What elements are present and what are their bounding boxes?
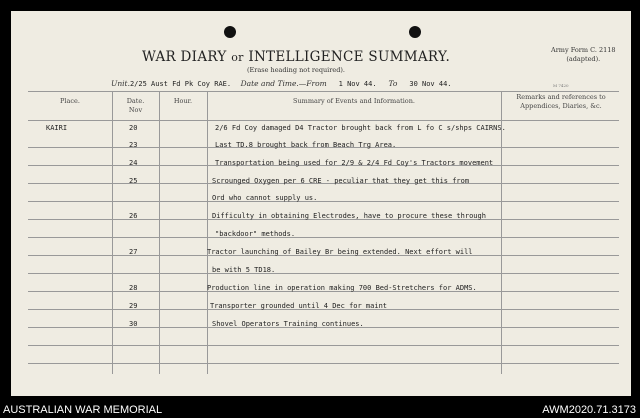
form-title bbox=[11, 49, 581, 65]
entry-date: 28 bbox=[129, 284, 138, 292]
footer-institution: AUSTRALIAN WAR MEMORIAL bbox=[3, 404, 163, 416]
entry-text: Difficulty in obtaining Electrodes, have to procure these through bbox=[212, 212, 486, 220]
entry-text: Production line in operation making 700 Bed-Stretchers for ADMS. bbox=[207, 284, 477, 292]
army-form-label: Army Form C. 2118 bbox=[551, 46, 616, 54]
punch-hole-right bbox=[409, 26, 421, 38]
entry-text: "backdoor" methods. bbox=[215, 230, 296, 238]
entry-text: Transportation being used for 2/9 & 2/4 Fd Coy's Tractors movement bbox=[215, 159, 494, 167]
entry-date: 27 bbox=[129, 248, 138, 256]
army-form-number bbox=[551, 46, 616, 64]
entry-text: Transporter grounded until 4 Dec for maint bbox=[210, 302, 388, 310]
col-divider-summary bbox=[501, 91, 502, 374]
entry-text: 2/6 Fd Coy damaged D4 Tractor brought back from L fo C s/shps CAIRNS. bbox=[215, 124, 506, 132]
entry-date: 24 bbox=[129, 159, 138, 167]
footer-accession-number: AWM2020.71.3173 bbox=[542, 404, 636, 416]
date-to: 30 Nov 44. bbox=[409, 80, 452, 88]
diary-page bbox=[11, 11, 631, 396]
entry-place: KAIRI bbox=[46, 124, 68, 132]
entry-text: Scrounged Oxygen per 6 CRE - peculiar that they get this from bbox=[212, 177, 470, 185]
table-top-rule bbox=[28, 91, 619, 92]
entry-date: 29 bbox=[129, 302, 138, 310]
date-time-label: Date and Time.—From bbox=[240, 79, 327, 88]
col-divider-place bbox=[112, 91, 113, 374]
entry-text: be with 5 TD18. bbox=[212, 266, 276, 274]
entry-text: Tractor launching of Bailey Br being extended. Next effort will bbox=[207, 248, 473, 256]
entry-date: 20 bbox=[129, 124, 138, 132]
entry-date: 26 bbox=[129, 212, 138, 220]
header-bottom-rule bbox=[28, 120, 619, 121]
to-label: To bbox=[388, 79, 398, 88]
row-rule bbox=[28, 237, 619, 238]
header-date bbox=[112, 97, 159, 115]
col-divider-date bbox=[159, 91, 160, 374]
title-or: or bbox=[231, 51, 244, 64]
header-remarks: Remarks and references to Appendices, Diaries, &c. bbox=[516, 93, 606, 110]
entry-date: 23 bbox=[129, 141, 138, 149]
header-place: Place. bbox=[60, 97, 80, 105]
header-month: Nov bbox=[128, 106, 143, 114]
entry-text: Shovel Operators Training continues. bbox=[212, 320, 364, 328]
entry-text: Last TD.8 brought back from Beach Trg Area. bbox=[215, 141, 397, 149]
row-rule bbox=[28, 201, 619, 202]
adapted-label: (adapted). bbox=[566, 55, 601, 63]
col-divider-hour bbox=[207, 91, 208, 374]
entry-date: 30 bbox=[129, 320, 138, 328]
header-date-label: Date. bbox=[126, 97, 145, 105]
unit-label: Unit. bbox=[111, 79, 130, 88]
form-subtitle: (Erase heading not required). bbox=[247, 66, 345, 74]
row-rule bbox=[28, 273, 619, 274]
punch-hole-left bbox=[224, 26, 236, 38]
unit-line bbox=[111, 79, 452, 88]
row-rule bbox=[28, 363, 619, 364]
header-summary: Summary of Events and Information. bbox=[293, 97, 415, 105]
title-intelligence-summary: INTELLIGENCE SUMMARY. bbox=[248, 49, 451, 65]
title-war-diary: WAR DIARY bbox=[141, 49, 227, 65]
entry-date: 25 bbox=[129, 177, 138, 185]
row-rule bbox=[28, 345, 619, 346]
entry-text: Ord who cannot supply us. bbox=[212, 194, 318, 202]
date-from: 1 Nov 44. bbox=[338, 80, 377, 88]
form-stock-number: M 7420 bbox=[553, 83, 569, 88]
header-hour: Hour. bbox=[173, 97, 193, 105]
unit-value: 2/25 Aust Fd Pk Coy RAE. bbox=[129, 80, 232, 88]
